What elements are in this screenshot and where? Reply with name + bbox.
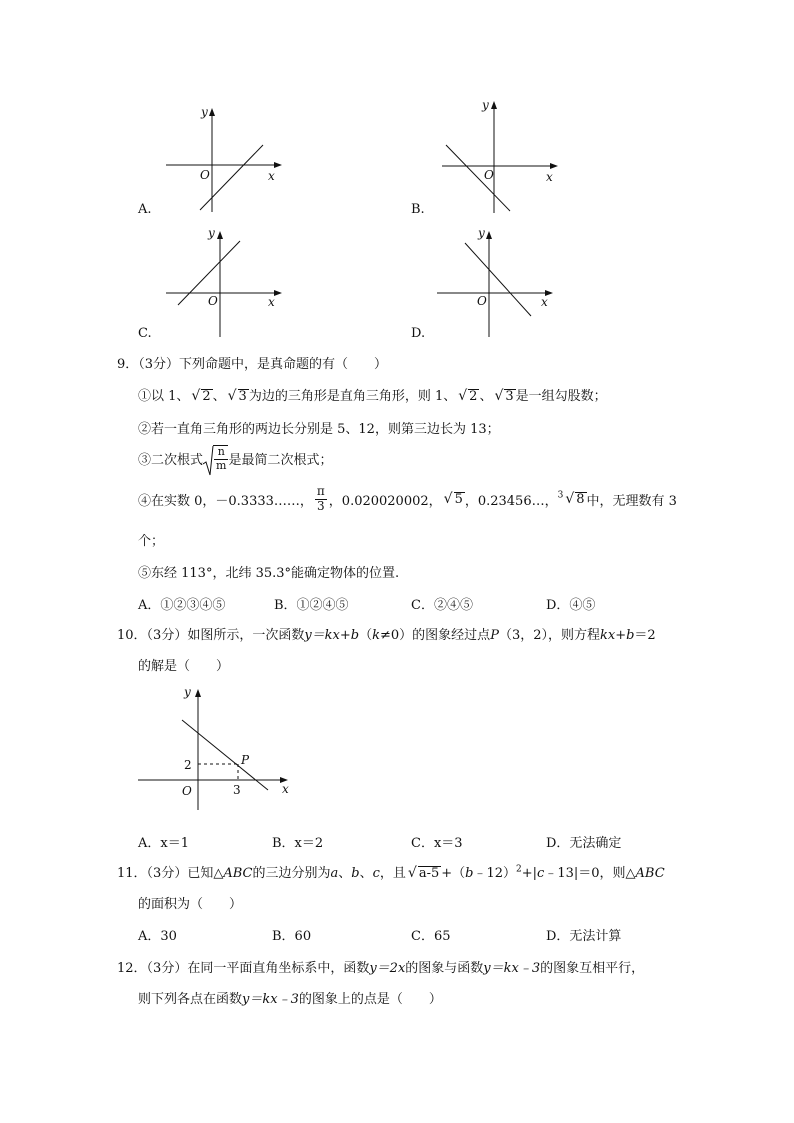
tick-y-2: 2 (184, 758, 192, 772)
origin-label: O (182, 784, 192, 798)
q9-statement-5: ⑤东经 113°，北纬 35.3°能确定物体的位置. (138, 566, 400, 581)
axis-y-label: y (482, 98, 489, 112)
graph-option-c (160, 223, 290, 338)
graph-option-b (438, 93, 568, 213)
q10-option-b[interactable]: B．x＝2 (272, 836, 324, 851)
q9-statement-2: ②若一直角三角形的两边长分别是 5、12，则第三边长为 13； (138, 422, 500, 437)
option-c-label[interactable]: C. (138, 326, 152, 341)
q11-option-c[interactable]: C．65 (411, 929, 451, 944)
q11-stem: 11．（3分）已知△ABC的三边分别为a、b、c，且 √ a-5 +（b﹣12）$^2$+|c﹣13|＝0，则△ABC (117, 864, 665, 881)
origin-label: O (208, 294, 218, 308)
axis-y-label: y (184, 685, 191, 699)
q12-stem: 12．（3分）在同一平面直角坐标系中，函数y＝2x的图象与函数y＝kx﹣3的图象互相平行， (117, 961, 645, 976)
q10-graph (138, 680, 308, 810)
q11-option-a[interactable]: A．30 (138, 929, 177, 944)
axis-x-label: x (282, 782, 289, 796)
q10-option-a[interactable]: A．x＝1 (138, 836, 189, 851)
axis-y-label: y (208, 226, 215, 240)
q9-statement-4: ④在实数 0，－0.3333……， $\frac{\pi}{3}$ ，0.020020002， √ 5 ，0.23456…，$^3$ √ 8 中，无理数有 3 (138, 484, 677, 513)
axis-x-label: x (268, 169, 275, 183)
option-a-label[interactable]: A. (138, 202, 152, 217)
q11-option-b[interactable]: B．60 (272, 929, 312, 944)
tick-x-3: 3 (233, 783, 241, 797)
graph-option-d (435, 223, 565, 338)
axis-y-label: y (478, 226, 485, 240)
axis-x-label: x (268, 295, 275, 309)
q11-option-d[interactable]: D．无法计算 (546, 929, 622, 944)
origin-label: O (200, 168, 210, 182)
q10-option-c[interactable]: C．x＝3 (411, 836, 463, 851)
q9-stem: 9．（3分）下列命题中，是真命题的有（ ） (117, 357, 388, 372)
q9-option-b[interactable]: B．①②④⑤ (274, 598, 349, 613)
q12-stem-cont: 则下列各点在函数y＝kx﹣3的图象上的点是（ ） (138, 992, 442, 1007)
q9-option-c[interactable]: C．②④⑤ (411, 598, 473, 613)
option-b-label[interactable]: B. (411, 202, 425, 217)
q9-option-d[interactable]: D．④⑤ (546, 598, 596, 613)
q10-stem: 10．（3分）如图所示，一次函数y＝kx+b（k≠0）的图象经过点P（3，2），则方程kx+b＝2 (117, 628, 656, 643)
q9-option-a[interactable]: A．①②③④⑤ (138, 598, 226, 613)
q11-stem-cont: 的面积为（ ） (138, 897, 243, 912)
option-d-label[interactable]: D. (411, 326, 426, 341)
origin-label: O (477, 294, 487, 308)
q9-statement-3: ③二次根式 $\frac{n}{m}$ 是最简二次根式； (138, 445, 332, 472)
q10-option-d[interactable]: D．无法确定 (546, 836, 622, 851)
axis-x-label: x (541, 295, 548, 309)
q9-statement-1: ①以 1、 √ 2 、 √ 3 为边的三角形是直角三角形，则 1、 √ 2 、 √ 3 是一组勾股数； (138, 388, 607, 404)
q10-stem-cont: 的解是（ ） (138, 659, 230, 674)
point-p-label: P (241, 753, 250, 767)
q9-statement-4-cont: 个； (138, 534, 165, 549)
graph-option-a (160, 100, 290, 215)
axis-x-label: x (546, 170, 553, 184)
axis-y-label: y (201, 105, 208, 119)
origin-label: O (484, 168, 494, 182)
